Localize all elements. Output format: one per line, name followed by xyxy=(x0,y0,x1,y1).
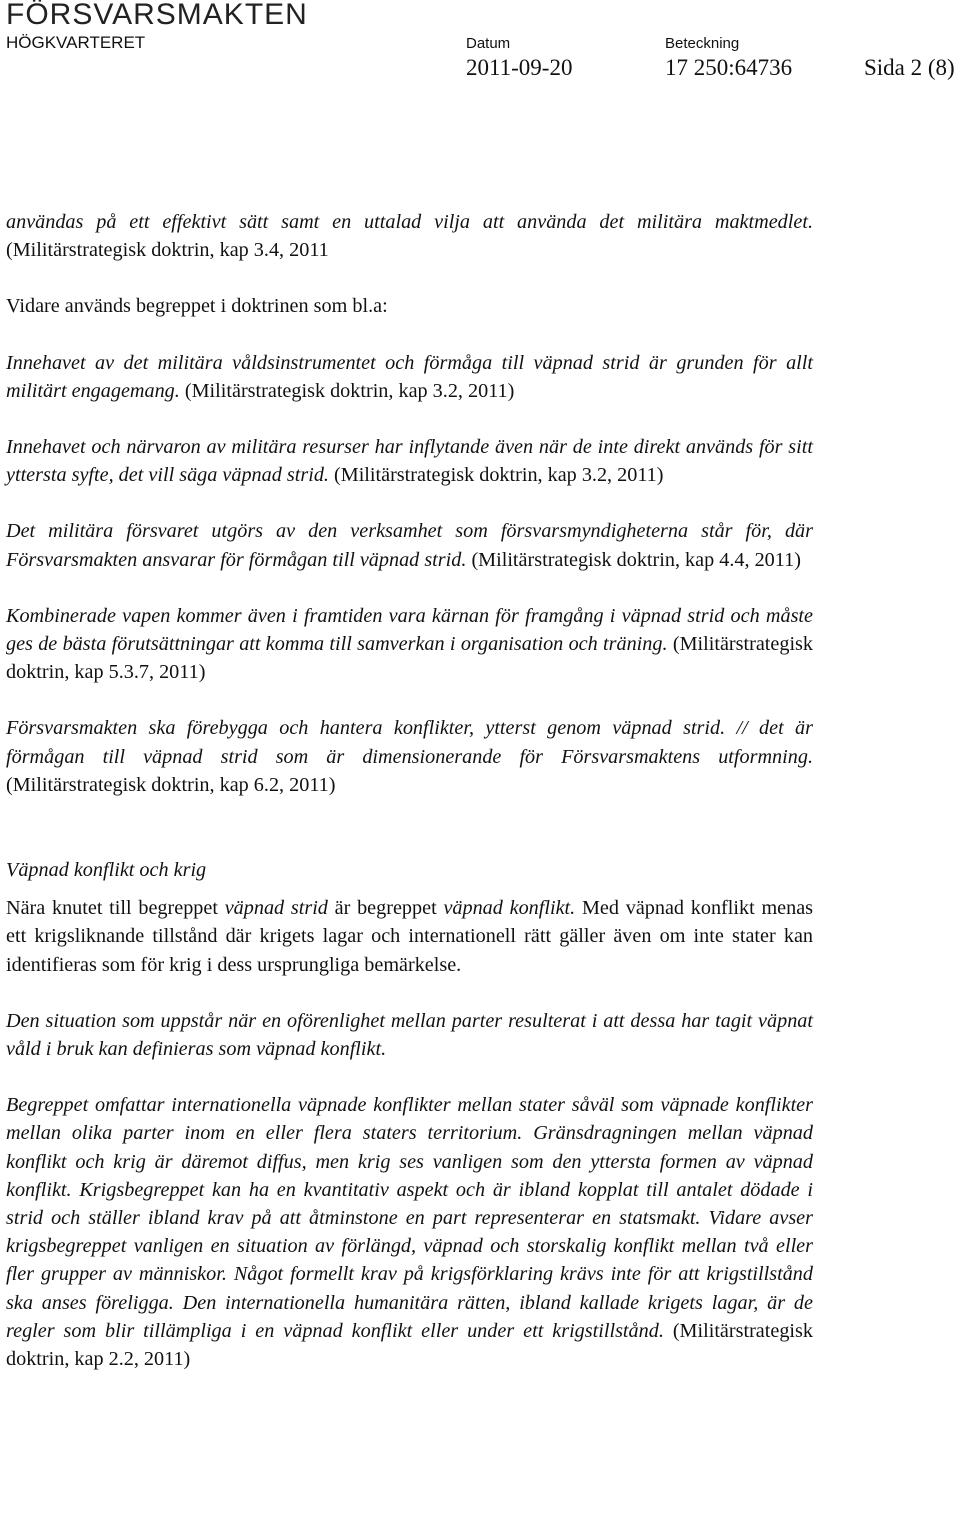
paragraph-2: Vidare används begreppet i doktrinen som bl.a: xyxy=(6,295,388,318)
org-logo: FÖRSVARSMAKTEN xyxy=(6,0,308,31)
date-label: Datum xyxy=(466,35,511,52)
quote-6: Den situation som uppstår när en oförenlighet mellan parter resulterat i att dessa har tagit väpnat våld i bruk kan definieras som väpnad konflikt. xyxy=(6,1009,813,1061)
quote-4: Kombinerade vapen kommer även i framtiden vara kärnan för framgång i väpnad strid och måste ges de bästa förutsättningar att komma till samverkan i organisation och träning. (Militärstrategisk doktrin, kap 5.3.7, 2011) xyxy=(6,604,814,684)
page-number: Sida 2 (8) xyxy=(864,55,955,80)
reference-number: 17 250:64736 xyxy=(665,55,793,80)
reference-label: Beteckning xyxy=(665,35,740,52)
quote-1: Innehavet av det militära våldsinstrumentet och förmåga till väpnad strid är grunden för allt militärt engagemang. (Militärstrategisk doktrin, kap 3.2, 2011) xyxy=(6,351,813,402)
document-date: 2011-09-20 xyxy=(466,55,573,80)
paragraph-definition: Nära knutet till begreppet väpnad strid är begreppet väpnad konflikt. Med väpnad konflikt menas ett krigsliknande tillstånd där krigets lagar och internationell rätt gäller även om inte stater kan identifieras som för krig i dess ursprungliga bemärkelse. xyxy=(6,897,814,976)
paragraph-1: användas på ett effektivt sätt samt en uttalad vilja att använda det militära maktmedlet. (Militärstrategisk doktrin, kap 3.4, 2011 xyxy=(6,211,813,262)
quote-3: Det militära försvaret utgörs av den verksamhet som försvarsmyndigheterna står för, där Försvarsmakten ansvarar för förmågan till väpnad strid. (Militärstrategisk doktrin, kap 4.4, 2011) xyxy=(6,520,813,571)
quote-5: Försvarsmakten ska förebygga och hantera konflikter, ytterst genom väpnad strid. // det är förmågan till väpnad strid som är dimensionerande för Försvarsmaktens utformning. (Militärstrategisk doktrin, kap 6.2, 2011) xyxy=(6,717,813,796)
quote-2: Innehavet och närvaron av militära resurser har inflytande även när de inte direkt används för sitt yttersta syfte, det vill säga väpnad strid. (Militärstrategisk doktrin, kap 3.2, 2011) xyxy=(6,436,813,487)
unit-name: HÖGKVARTERET xyxy=(6,33,146,52)
section-heading: Väpnad konflikt och krig xyxy=(6,859,207,882)
quote-7: Begreppet omfattar internationella väpnade konflikter mellan stater såväl som väpnade konflikter mellan olika parter inom en eller flera staters territorium. Gränsdragningen mellan väpnad konflikt och krig är däremot diffus, men krig ses vanligen som den yttersta formen av väpnad konflikt. Krigsbegreppet kan ha en kvantitativ aspekt och är ibland kopplat till antalet dödade i strid och ställer ibland krav på att åtminstone en part representerar en statsmakt. Vidare avser krigsbegreppet vanligen en situation av förlängd, väpnad och storskalig konflikt mellan två eller fler grupper av människor. Något formellt krav på krigsförklaring krävs inte för att krigstillstånd ska anses föreligga. Den internationella humanitära rätten, ibland kallade krigets lagar, är de regler som blir tillämpliga i en väpnad konflikt eller under ett krigstillstånd. (Militärstrategisk doktrin, kap 2.2, 2011) xyxy=(6,1094,813,1371)
document-body xyxy=(6,208,813,1373)
